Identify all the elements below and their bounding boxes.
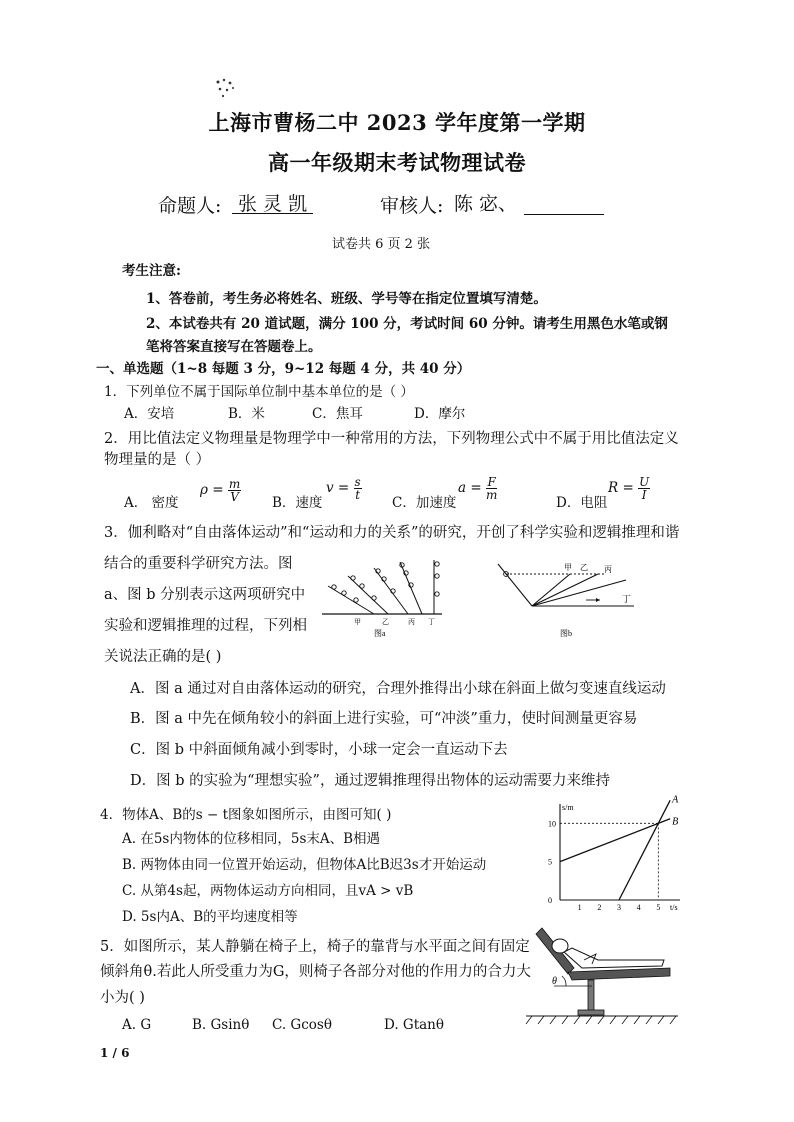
q4-option-a: A. 在5s内物体的位移相同，5s末A、B相遇 — [122, 831, 381, 847]
fig-a-label-ding: 丁 — [428, 618, 435, 626]
fig-b-caption: 图b — [560, 629, 572, 638]
series-line-A — [619, 800, 670, 900]
notice-item-2-line2: 笔将答案直接写在答题卷上。 — [146, 339, 322, 355]
q4-option-b: B. 两物体由同一位置开始运动，但物体A比B迟3s才开始运动 — [122, 857, 487, 873]
q3-stem-line3: a、图 b 分别表示这两项研究中 — [104, 587, 306, 603]
x-tick-label: 3 — [617, 903, 621, 912]
x-tick-label: 5 — [656, 903, 661, 912]
y-tick-label: 10 — [548, 819, 556, 829]
q4-st-chart — [536, 794, 684, 916]
x-axis-label: t/s — [670, 903, 678, 912]
q3-figure-b — [494, 560, 654, 644]
fig-a-label-bing: 丙 — [408, 618, 415, 626]
page-count: 试卷共 6 页 2 张 — [332, 237, 431, 252]
q5-option-a: A. G — [122, 1017, 152, 1033]
reviewer-name: 陈 宓、 — [454, 193, 518, 215]
q4-stem: 4．物体A、B的s − t图象如图所示，由图可知( ) — [100, 807, 392, 823]
q1-option-b: B．米 — [228, 406, 265, 422]
y-tick-label: 5 — [548, 857, 552, 867]
q2-option-b-label: B．速度 — [272, 495, 323, 511]
q2-option-b-formula: v = $\frac{s}{t}$ — [326, 475, 361, 502]
q1-option-d: D．摩尔 — [414, 406, 466, 422]
notice-item-1: 1、答卷前，考生务必将姓名、班级、学号等在指定位置填写清楚。 — [146, 291, 547, 307]
q5-option-b: B. Gsinθ — [192, 1017, 250, 1033]
q5-chair-figure — [522, 924, 682, 1032]
y-tick-label: 0 — [548, 896, 552, 905]
corner-mark-icon — [212, 76, 240, 100]
q2-option-a-label: A． 密度 — [124, 495, 179, 511]
exam-title-line1: 上海市曹杨二中 2023 学年度第一学期 — [208, 110, 586, 135]
fig-a-label-yi: 乙 — [382, 618, 389, 626]
q1-stem: 1．下列单位不属于国际单位制中基本单位的是（ ） — [104, 384, 414, 400]
x-tick-label: 4 — [636, 903, 641, 912]
q2-option-d-formula: R = $\frac{U}{I}$ — [608, 475, 650, 502]
q3-figure-a — [318, 556, 448, 644]
q1-option-c: C．焦耳 — [312, 406, 363, 422]
q5-theta-label: θ — [552, 976, 557, 987]
series-line-B — [560, 819, 670, 862]
fig-b-label-ding: 丁 — [622, 594, 632, 604]
q3-option-c: C．图 b 中斜面倾角减小到零时，小球一定会一直运动下去 — [130, 742, 508, 758]
q5-stem-line3: 小为( ) — [100, 990, 145, 1006]
q3-option-b: B．图 a 中先在倾角较小的斜面上进行实验，可“冲淡”重力，使时间测量更容易 — [130, 711, 638, 727]
q2-option-c-formula: a = $\frac{F}{m}$ — [458, 475, 498, 502]
fig-a-caption: 图a — [374, 629, 386, 638]
reviewer-label: 审核人: — [380, 195, 444, 217]
q4-option-d: D. 5s内A、B的平均速度相等 — [122, 909, 298, 925]
fig-b-label-jia: 甲 — [564, 563, 572, 572]
q3-stem-line4: 实验和逻辑推理的过程，下列相 — [104, 618, 307, 634]
y-axis-label: s/m — [562, 803, 574, 812]
x-tick-label: 1 — [577, 903, 582, 912]
setter-name: 张 灵 凯 — [232, 195, 313, 214]
q4-option-c: C. 从第4s起，两物体运动方向相同，且vA > vB — [122, 883, 414, 899]
fig-b-label-bing: 丙 — [604, 565, 612, 574]
exam-title-line2: 高一年级期末考试物理试卷 — [268, 150, 526, 175]
q5-option-d: D. Gtanθ — [384, 1017, 445, 1033]
q5-stem-line2: 倾斜角θ.若此人所受重力为G，则椅子各部分对他的作用力的合力大 — [100, 964, 531, 980]
q3-stem-line5: 关说法正确的是( ) — [104, 649, 222, 665]
series-label-A: A — [672, 794, 679, 806]
q1-option-a: A．安培 — [124, 406, 175, 422]
series-label-B: B — [672, 816, 679, 828]
q3-stem-line2: 结合的重要科学研究方法。图 — [104, 556, 293, 572]
q5-stem-line1: 5．如图所示，某人静躺在椅子上，椅子的靠背与水平面之间有固定 — [100, 939, 530, 955]
page-number: 1 / 6 — [100, 1046, 130, 1060]
q5-option-c: C. Gcosθ — [272, 1017, 332, 1033]
q2-option-c-label: C．加速度 — [392, 495, 457, 511]
reviewer-blank-line — [524, 214, 604, 215]
setter-label: 命题人: — [158, 195, 222, 217]
fig-b-label-yi: 乙 — [580, 563, 588, 572]
x-tick-label: 2 — [597, 903, 602, 912]
q2-option-a-formula: ρ = $\frac{m}{V}$ — [200, 477, 241, 504]
notice-title: 考生注意: — [122, 263, 181, 279]
q3-option-d: D．图 b 的实验为“理想实验”，通过逻辑推理得出物体的运动需要力来维持 — [130, 773, 610, 789]
section1-title: 一、单选题（1~8 每题 3 分，9~12 每题 4 分，共 40 分） — [96, 361, 471, 377]
q2-stem-line2: 物理量的是（ ） — [104, 452, 211, 468]
q3-stem-line1: 3．伽利略对“自由落体运动”和“运动和力的关系”的研究，开创了科学实验和逻辑推理和谐 — [104, 525, 680, 541]
q2-option-d-label: D．电阻 — [556, 495, 608, 511]
notice-item-2-line1: 2、本试卷共有 20 道试题，满分 100 分，考试时间 60 分钟。请考生用黑色水笔或钢 — [146, 316, 668, 332]
q3-option-a: A．图 a 通过对自由落体运动的研究，合理外推得出小球在斜面上做匀变速直线运动 — [130, 681, 666, 697]
q2-stem-line1: 2．用比值法定义物理量是物理学中一种常用的方法，下列物理公式中不属于用比值法定义 — [104, 431, 679, 447]
fig-a-label-jia: 甲 — [354, 618, 361, 626]
